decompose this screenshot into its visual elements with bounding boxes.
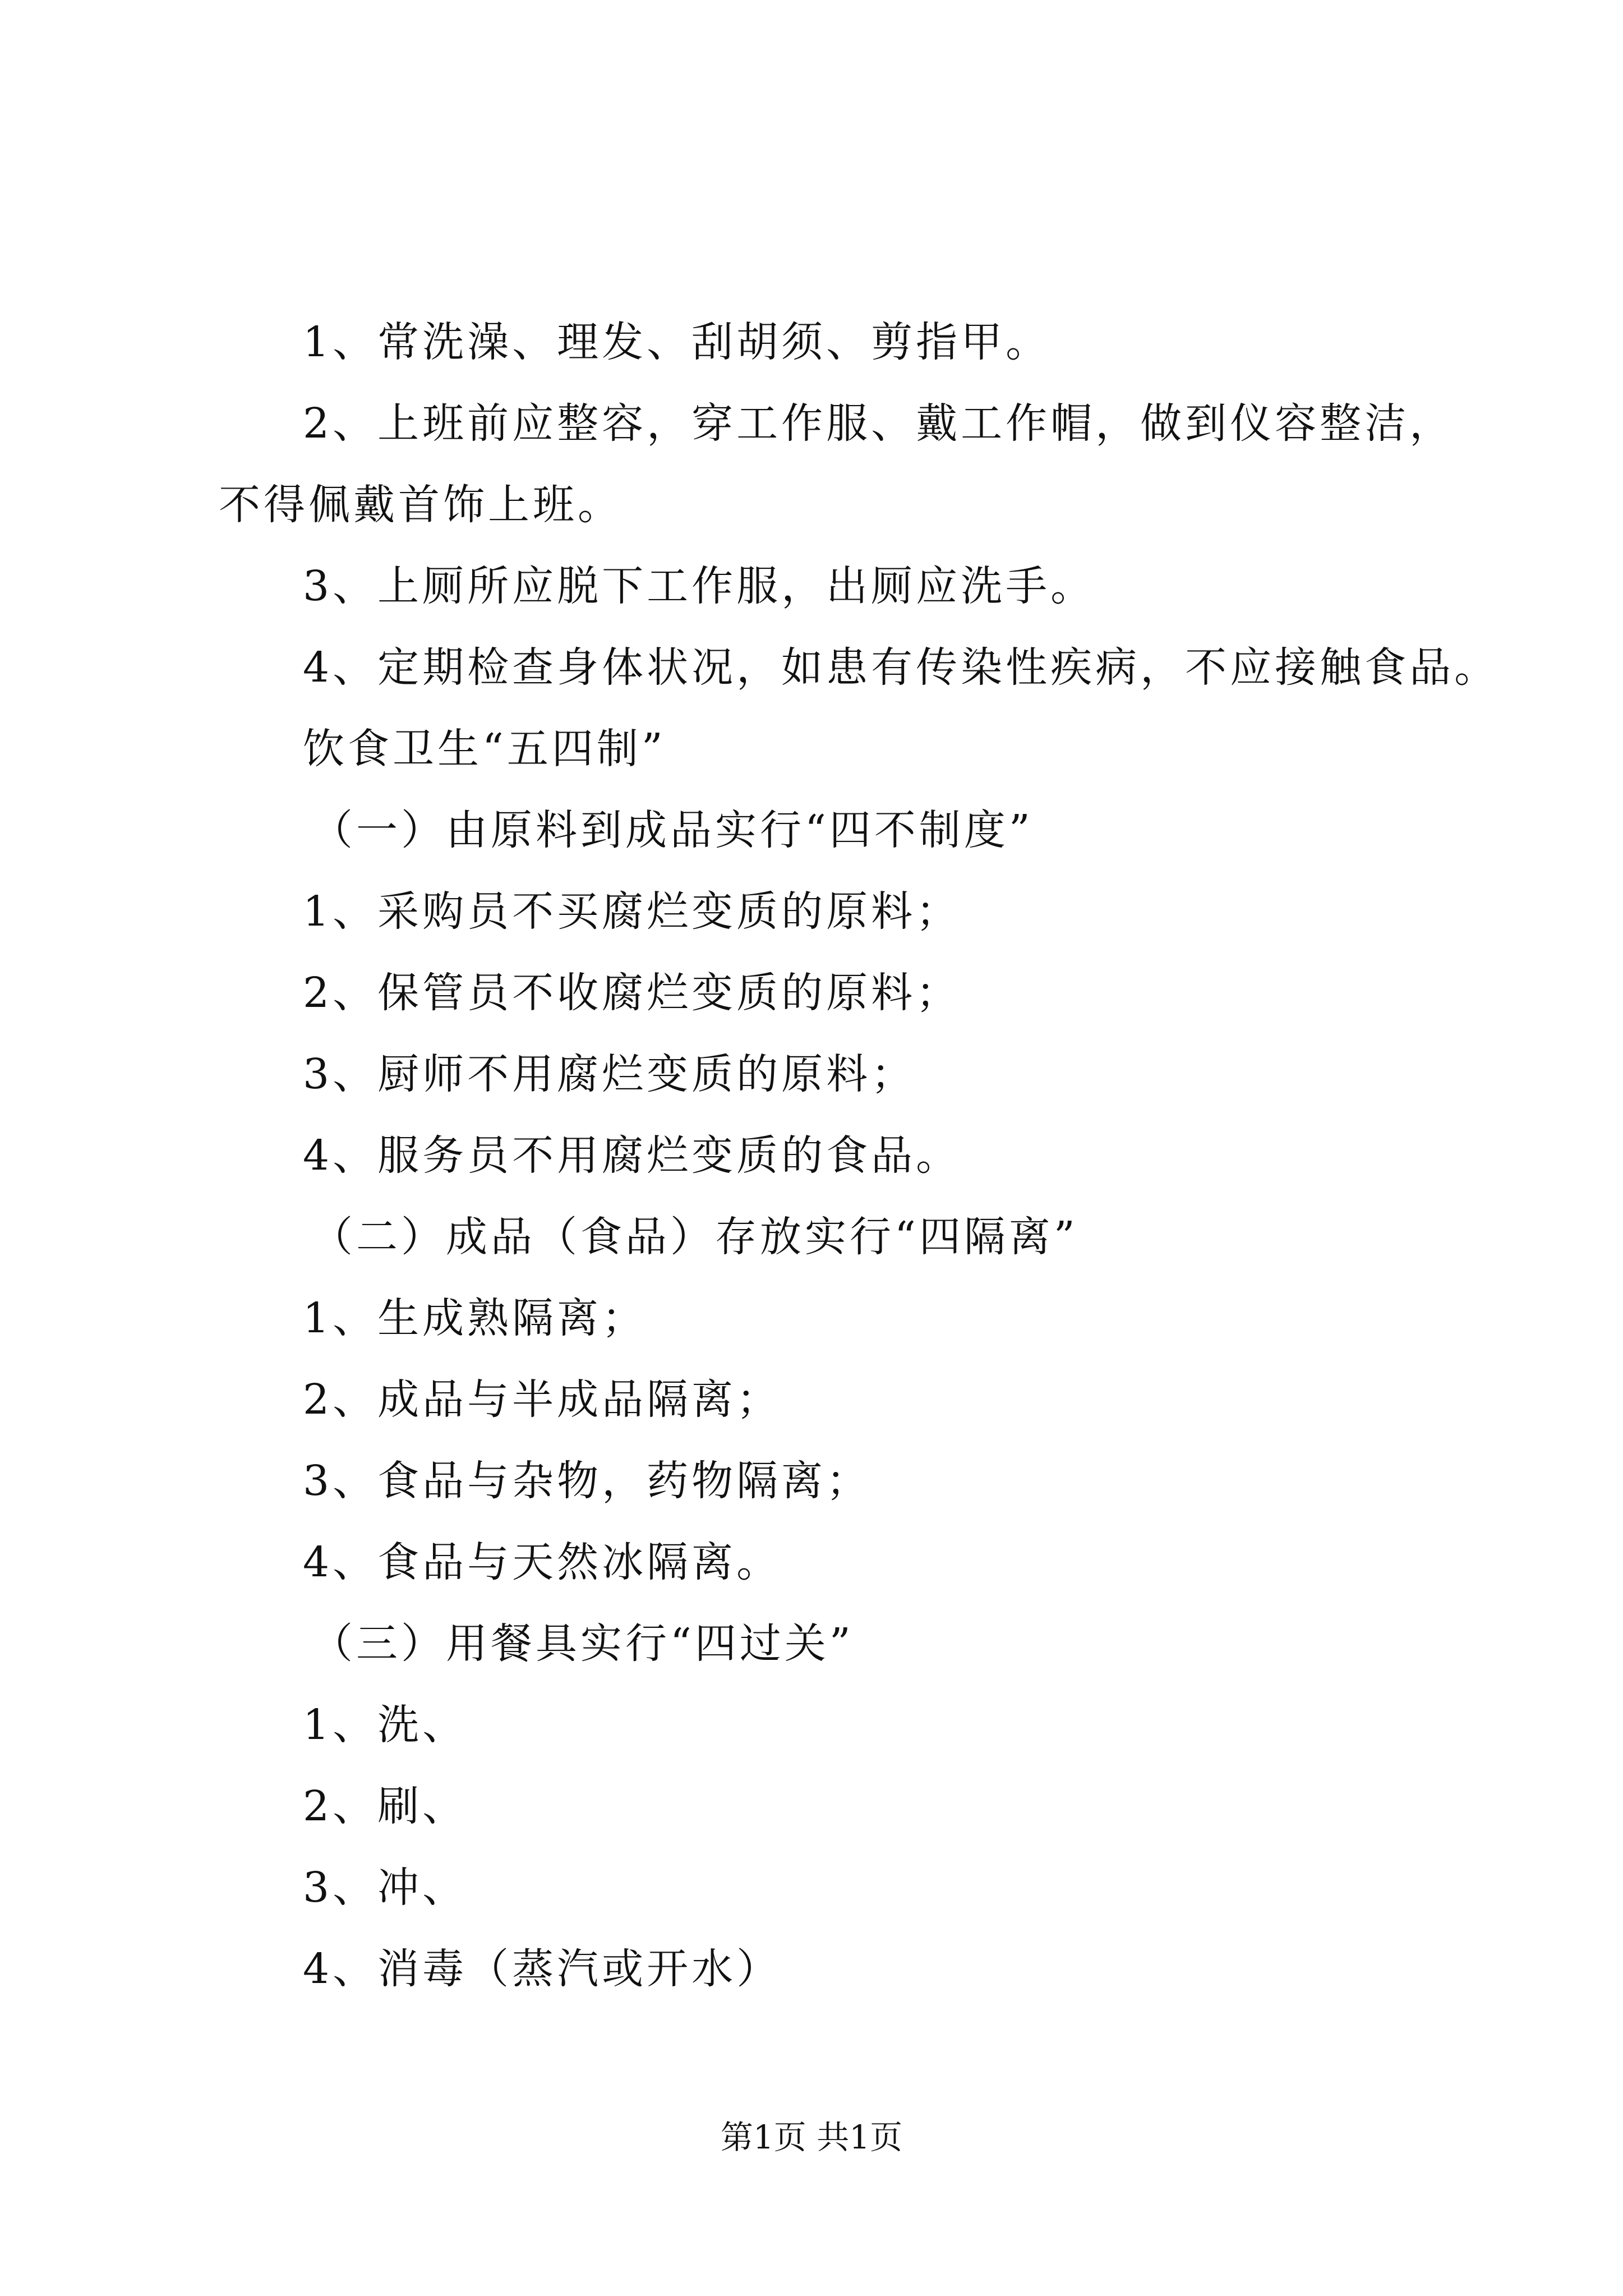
subsection-heading: （一）由原料到成品实行“四不制度” (311, 806, 1034, 854)
list-item: 3、厨师不用腐烂变质的原料； (303, 1050, 916, 1098)
paragraph-line: 3、上厕所应脱下工作服，出厕应洗手。 (303, 562, 1096, 610)
paragraph-line: 1、常洗澡、理发、刮胡须、剪指甲。 (303, 318, 1051, 366)
list-item: 4、食品与天然冰隔离。 (303, 1538, 782, 1586)
page-footer: 第1页 共1页 (720, 2118, 903, 2156)
paragraph-line: 不得佩戴首饰上班。 (219, 481, 623, 529)
list-item: 1、洗、 (303, 1701, 468, 1749)
list-item: 1、生成熟隔离； (303, 1294, 647, 1342)
paragraph-line: 2、上班前应整容，穿工作服、戴工作帽，做到仪容整洁， (303, 399, 1455, 448)
list-item: 4、消毒（蒸汽或开水） (303, 1945, 782, 1993)
list-item: 3、冲、 (303, 1864, 468, 1912)
subsection-heading: （二）成品（食品）存放实行“四隔离” (311, 1213, 1078, 1261)
paragraph-line: 4、定期检查身体状况，如患有传染性疾病，不应接触食品。 (303, 643, 1500, 692)
subsection-heading: （三）用餐具实行“四过关” (311, 1619, 854, 1668)
list-item: 4、服务员不用腐烂变质的食品。 (303, 1131, 961, 1180)
list-item: 3、食品与杂物，药物隔离； (303, 1457, 872, 1505)
list-item: 2、成品与半成品隔离； (303, 1375, 782, 1424)
list-item: 2、刷、 (303, 1782, 468, 1830)
list-item: 1、采购员不买腐烂变质的原料； (303, 887, 961, 936)
section-heading: 饮食卫生“五四制” (303, 725, 666, 773)
list-item: 2、保管员不收腐烂变质的原料； (303, 969, 961, 1017)
